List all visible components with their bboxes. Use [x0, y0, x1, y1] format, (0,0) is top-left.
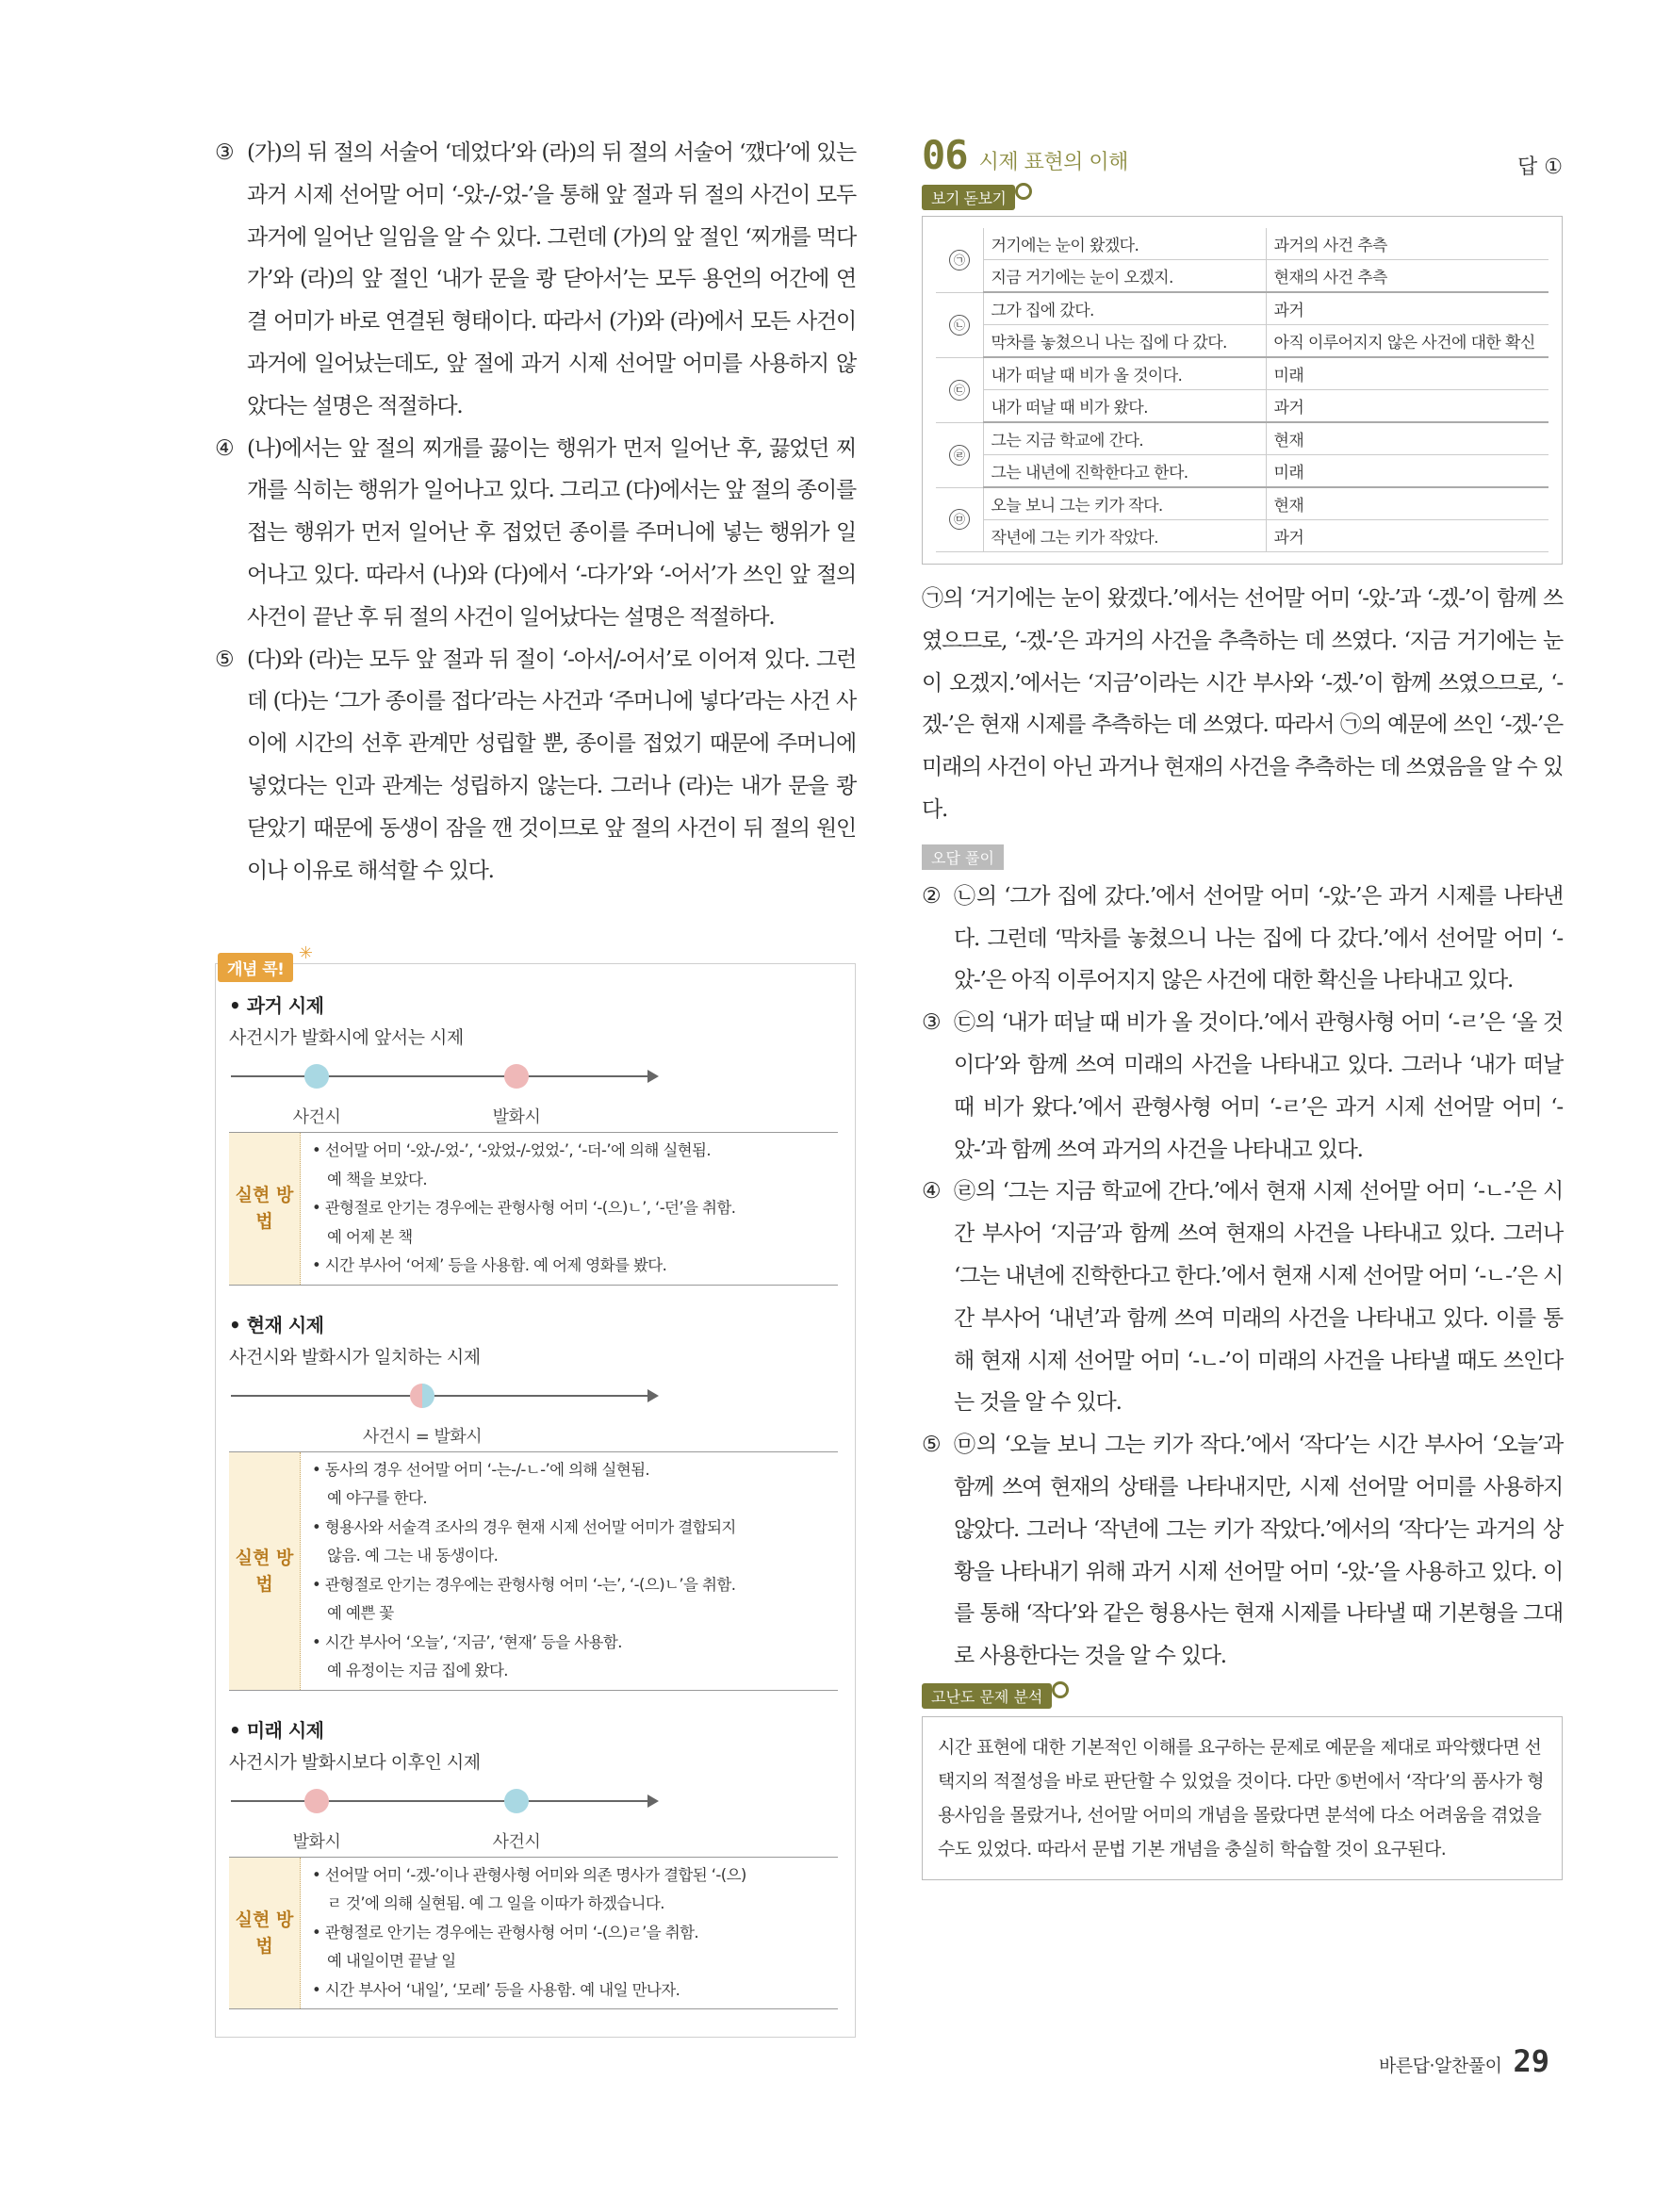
footer-text: 바른답·알찬풀이	[1378, 2056, 1502, 2076]
circle-mark: ㉢	[949, 380, 970, 401]
example-meaning: 과거	[1266, 390, 1548, 423]
answer-item-5	[215, 639, 856, 893]
timeline-label: 사건시 = 발화시	[362, 1426, 483, 1447]
item-number: ④	[215, 435, 234, 461]
wrong-item-4	[922, 1171, 1563, 1424]
method-label: 실현 방법	[229, 1133, 301, 1285]
row-mark	[936, 292, 983, 357]
item-number: ③	[215, 140, 234, 165]
timeline-line	[231, 1395, 649, 1397]
wrong-answer-tag: 오답 풀이	[922, 844, 1004, 870]
hard-analysis-box: 시간 표현에 대한 기본적인 이해를 요구하는 문제로 예문을 제대로 파악했다면 선택지의 적절성을 바로 판단할 수 있었을 것이다. 다만 ⑤번에서 ‘작다’의 품사가 형용사임을 몰랐거나, 선어말 어미의 개념을 몰랐다면 분석에 다소 어려움을 겪었을 수도 있었다. 따라서 문법 기본 개념을 충실히 학습할 것이 요구된다.	[922, 1716, 1563, 1880]
example-meaning: 과거	[1266, 520, 1548, 552]
circle-mark: ㉠	[949, 250, 970, 270]
view-box	[922, 216, 1563, 565]
view-tag-label: 보기 돋보기	[931, 189, 1007, 207]
example-meaning: 과거	[1266, 292, 1548, 325]
item-text: ㉤의 ‘오늘 보니 그는 키가 작다.’에서 ‘작다’는 시간 부사어 ‘오늘’과 함께 쓰여 현재의 상태를 나타내지만, 시제 선어말 어미를 사용하지 않았다. 그러나 ‘작년에 그는 키가 작았다.’에서의 ‘작다’는 과거의 상황을 나타내기 위해 과거 시제 선어말 어미 ‘-았-’을 사용하고 있다. 이를 통해 ‘작다’와 같은 형용사는 현재 시제를 나타낼 때 기본형을 그대로 사용한다는 것을 알 수 있다.	[954, 1433, 1563, 1669]
hard-analysis-tag	[922, 1683, 1052, 1709]
item-number: ⑤	[922, 1433, 941, 1458]
wrong-item-3	[922, 1002, 1563, 1171]
left-column	[215, 132, 856, 892]
sparkle-icon: ✳	[298, 943, 313, 963]
row-mark	[936, 228, 983, 292]
table-row	[936, 422, 1548, 455]
method-table	[229, 1132, 838, 1286]
item-number: ⑤	[215, 647, 234, 672]
question-number: 06	[922, 132, 968, 178]
timeline	[229, 1374, 838, 1448]
event-time-dot	[504, 1789, 529, 1813]
table-row	[936, 357, 1548, 390]
timeline	[229, 1055, 838, 1128]
page-footer	[1379, 2043, 1549, 2079]
item-text: ㉢의 ‘내가 떠날 때 비가 올 것이다.’에서 관형사형 어미 ‘-ㄹ’은 ‘올 것이다’와 함께 쓰여 미래의 사건을 나타내고 있다. 그러나 ‘내가 떠날 때 비가 왔다.’에서 관형사형 어미 ‘-ㄹ’은 과거 시제 선어말 어미 ‘-았-’과 함께 쓰여 과거의 사건을 나타내고 있다.	[954, 1010, 1563, 1162]
circle-mark: ㉣	[949, 445, 970, 466]
row-mark	[936, 487, 983, 552]
event-speech-dot	[410, 1384, 434, 1408]
answer-label: 답 ①	[1517, 156, 1563, 179]
method-table	[229, 1451, 838, 1691]
page-number: 29	[1513, 2043, 1549, 2079]
speech-time-dot	[504, 1064, 529, 1089]
past-tense-section	[229, 991, 838, 1286]
row-mark	[936, 422, 983, 487]
method-example: 예 어제 본 책	[327, 1227, 413, 1246]
table-row	[936, 455, 1548, 488]
concept-tab-label: 개념 콕!	[227, 960, 285, 979]
view-tag	[922, 185, 1015, 210]
method-example: 예 야구를 한다.	[327, 1489, 427, 1507]
method-example: 예 유정이는 지금 집에 왔다.	[327, 1662, 508, 1679]
item-text: ㉣의 ‘그는 지금 학교에 간다.’에서 현재 시제 선어말 어미 ‘-ㄴ-’은 시간 부사어 ‘지금’과 함께 쓰여 현재의 사건을 나타내고 있다. 그러나 ‘그는 내년에 진학한다고 한다.’에서 현재 시제 선어말 어미 ‘-ㄴ-’은 시간 부사어 ‘내년’과 함께 쓰여 미래의 사건을 나타내고 있다. 이를 통해 현재 시제 선어말 어미 ‘-ㄴ-’이 미래의 사건을 나타낼 때도 쓰인다는 것을 알 수 있다.	[954, 1179, 1563, 1416]
method-example: 예 예쁜 꽃	[327, 1604, 394, 1622]
section-desc: 사건시가 발화시에 앞서는 시제	[229, 1027, 464, 1048]
method-line: • 시간 부사어 ‘오늘’, ‘지금’, ‘현재’ 등을 사용함.	[312, 1632, 622, 1651]
wrong-item-5	[922, 1424, 1563, 1678]
present-tense-section	[229, 1310, 838, 1691]
item-number: ②	[922, 883, 941, 909]
explanation: ㉠의 ‘거기에는 눈이 왔겠다.’에서는 선어말 어미 ‘-았-’과 ‘-겠-’이 함께 쓰였으므로, ‘-겠-’은 과거의 사건을 추측하는 데 쓰였다. ‘지금 거기에는 눈이 오겠지.’에서는 ‘지금’이라는 시간 부사와 ‘-겠-’이 함께 쓰였으므로, ‘-겠-’은 현재 시제를 추측하는 데 쓰였다. 따라서 ㉠의 예문에 쓰인 ‘-겠-’은 미래의 사건이 아닌 과거나 현재의 사건을 추측하는 데 쓰였음을 알 수 있다.	[922, 586, 1563, 822]
timeline-label: 발화시	[292, 1831, 341, 1852]
item-text: ㉡의 ‘그가 집에 갔다.’에서 선어말 어미 ‘-았-’은 과거 시제를 나타낸다. 그런데 ‘막차를 놓쳤으니 나는 집에 다 갔다.’에서 선어말 어미 ‘-았-’은 아직 이루어지지 않은 사건에 대한 확신을 나타내고 있다.	[954, 883, 1563, 993]
speech-time-dot	[304, 1789, 329, 1813]
timeline-label: 사건시	[492, 1831, 541, 1852]
method-line: • 시간 부사어 ‘내일’, ‘모레’ 등을 사용함. 예 내일 만나자.	[312, 1980, 680, 1999]
method-table	[229, 1857, 838, 2010]
example-meaning: 현재의 사건 추측	[1266, 260, 1548, 293]
example-meaning: 미래	[1266, 455, 1548, 488]
concept-tab	[218, 943, 313, 982]
method-line: • 관형절로 안기는 경우에는 관형사형 어미 ‘-(으)ㄹ’을 취함.	[312, 1923, 699, 1942]
method-body	[301, 1858, 838, 2009]
example-sentence: 그가 집에 갔다.	[983, 292, 1266, 325]
example-sentence: 거기에는 눈이 왔겠다.	[983, 228, 1266, 260]
future-tense-section	[229, 1715, 838, 2010]
example-sentence: 막차를 놓쳤으니 나는 집에 다 갔다.	[983, 325, 1266, 358]
table-row	[936, 228, 1548, 260]
item-number: ③	[922, 1010, 941, 1036]
timeline	[229, 1779, 838, 1853]
hard-tag-label: 고난도 문제 분석	[931, 1687, 1043, 1706]
timeline-label: 발화시	[492, 1107, 541, 1127]
section-title: • 미래 시제	[229, 1718, 324, 1742]
example-sentence: 그는 지금 학교에 간다.	[983, 422, 1266, 455]
table-row	[936, 390, 1548, 423]
item-text: (다)와 (라)는 모두 앞 절과 뒤 절이 ‘-아서/-어서’로 이어져 있다. 그런데 (다)는 ‘그가 종이를 접다’라는 사건과 ‘주머니에 넣다’라는 사건 사이에 시간의 선후 관계만 성립할 뿐, 종이를 접었기 때문에 주머니에 넣었다는 인과 관계는 성립하지 않는다. 그러나 (라)는 내가 문을 쾅 닫았기 때문에 동생이 잠을 깬 것이므로 앞 절의 사건이 뒤 절의 원인이나 이유로 해석할 수 있다.	[247, 647, 856, 883]
question-header	[922, 132, 1563, 185]
magnifier-icon	[1052, 1681, 1069, 1698]
example-meaning: 현재	[1266, 422, 1548, 455]
example-sentence: 오늘 보니 그는 키가 작다.	[983, 487, 1266, 520]
arrow-right-icon	[647, 1389, 659, 1402]
method-line: ㄹ 것’에 의해 실현됨. 예 그 일을 이따가 하겠습니다.	[327, 1894, 664, 1912]
method-line: 않음. 예 그는 내 동생이다.	[327, 1547, 499, 1565]
table-row	[936, 260, 1548, 293]
answer-item-3	[215, 132, 856, 428]
item-number: ④	[922, 1179, 941, 1204]
method-example: 예 내일이면 끝날 일	[327, 1952, 456, 1970]
method-line: • 동사의 경우 선어말 어미 ‘-는-/-ㄴ-’에 의해 실현됨.	[312, 1460, 650, 1479]
section-title: • 과거 시제	[229, 994, 324, 1017]
arrow-right-icon	[647, 1070, 659, 1083]
table-row	[936, 487, 1548, 520]
row-mark	[936, 357, 983, 422]
section-title: • 현재 시제	[229, 1313, 324, 1336]
table-row	[936, 292, 1548, 325]
example-sentence: 지금 거기에는 눈이 오겠지.	[983, 260, 1266, 293]
section-desc: 사건시와 발화시가 일치하는 시제	[229, 1346, 481, 1368]
example-table	[936, 228, 1548, 552]
method-body	[301, 1133, 838, 1285]
right-column	[922, 132, 1563, 1880]
method-line: • 시간 부사어 ‘어제’ 등을 사용함. 예 어제 영화를 봤다.	[312, 1256, 667, 1274]
timeline-line	[231, 1075, 649, 1077]
example-meaning: 아직 이루어지지 않은 사건에 대한 확신	[1266, 325, 1548, 358]
event-time-dot	[304, 1064, 329, 1089]
example-sentence: 그는 내년에 진학한다고 한다.	[983, 455, 1266, 488]
method-label: 실현 방법	[229, 1858, 301, 2009]
example-meaning: 과거의 사건 추측	[1266, 228, 1548, 260]
item-text: (나)에서는 앞 절의 찌개를 끓이는 행위가 먼저 일어난 후, 끓었던 찌개를 식히는 행위가 일어나고 있다. 그리고 (다)에서는 앞 절의 종이를 접는 행위가 먼저 일어난 후 접었던 종이를 주머니에 넣는 행위가 일어나고 있다. 따라서 (나)와 (다)에서 ‘-다가’와 ‘-어서’가 쓰인 앞 절의 사건이 끝난 후 뒤 절의 사건이 일어났다는 설명은 적절하다.	[247, 435, 856, 630]
table-row	[936, 325, 1548, 358]
method-label: 실현 방법	[229, 1452, 301, 1690]
method-body	[301, 1452, 838, 1690]
item-text: (가)의 뒤 절의 서술어 ‘데었다’와 (라)의 뒤 절의 서술어 ‘깼다’에 있는 과거 시제 선어말 어미 ‘-았-/-었-’을 통해 앞 절과 뒤 절의 사건이 모두 과거에 일어난 일임을 알 수 있다. 그런데 (가)의 앞 절인 ‘찌개를 먹다가’와 (라)의 앞 절인 ‘내가 문을 쾅 닫아서’는 모두 용언의 어간에 연결 어미가 바로 연결된 형태이다. 따라서 (가)와 (라)에서 모든 사건이 과거에 일어났는데도, 앞 절에 과거 시제 선어말 어미를 사용하지 않았다는 설명은 적절하다.	[247, 140, 856, 418]
section-desc: 사건시가 발화시보다 이후인 시제	[229, 1751, 481, 1773]
method-line: • 선어말 어미 ‘-았-/-었-’, ‘-았었-/-었었-’, ‘-더-’에 의해 실현됨.	[312, 1141, 712, 1159]
example-meaning: 미래	[1266, 357, 1548, 390]
method-line: • 관형절로 안기는 경우에는 관형사형 어미 ‘-(으)ㄴ’, ‘-던’을 취함.	[312, 1199, 736, 1217]
circle-mark: ㉤	[949, 509, 970, 530]
example-meaning: 현재	[1266, 487, 1548, 520]
timeline-line	[231, 1800, 649, 1802]
concept-box	[215, 943, 856, 2038]
method-example: 예 책을 보았다.	[327, 1170, 427, 1188]
example-sentence: 내가 떠날 때 비가 올 것이다.	[983, 357, 1266, 390]
table-row	[936, 520, 1548, 552]
method-line: • 선어말 어미 ‘-겠-’이나 관형사형 어미와 의존 명사가 결합된 ‘-(으)	[312, 1865, 746, 1884]
example-sentence: 작년에 그는 키가 작았다.	[983, 520, 1266, 552]
arrow-right-icon	[647, 1794, 659, 1808]
question-title: 시제 표현의 이해	[978, 151, 1128, 174]
method-line: • 형용사와 서술격 조사의 경우 현재 시제 선어말 어미가 결합되지	[312, 1517, 736, 1536]
answer-item-4	[215, 428, 856, 639]
method-line: • 관형절로 안기는 경우에는 관형사형 어미 ‘-는’, ‘-(으)ㄴ’을 취함.	[312, 1575, 736, 1594]
wrong-item-2	[922, 876, 1563, 1002]
magnifier-icon	[1015, 183, 1032, 200]
example-sentence: 내가 떠날 때 비가 왔다.	[983, 390, 1266, 423]
timeline-label: 사건시	[292, 1107, 341, 1127]
circle-mark: ㉡	[949, 315, 970, 336]
